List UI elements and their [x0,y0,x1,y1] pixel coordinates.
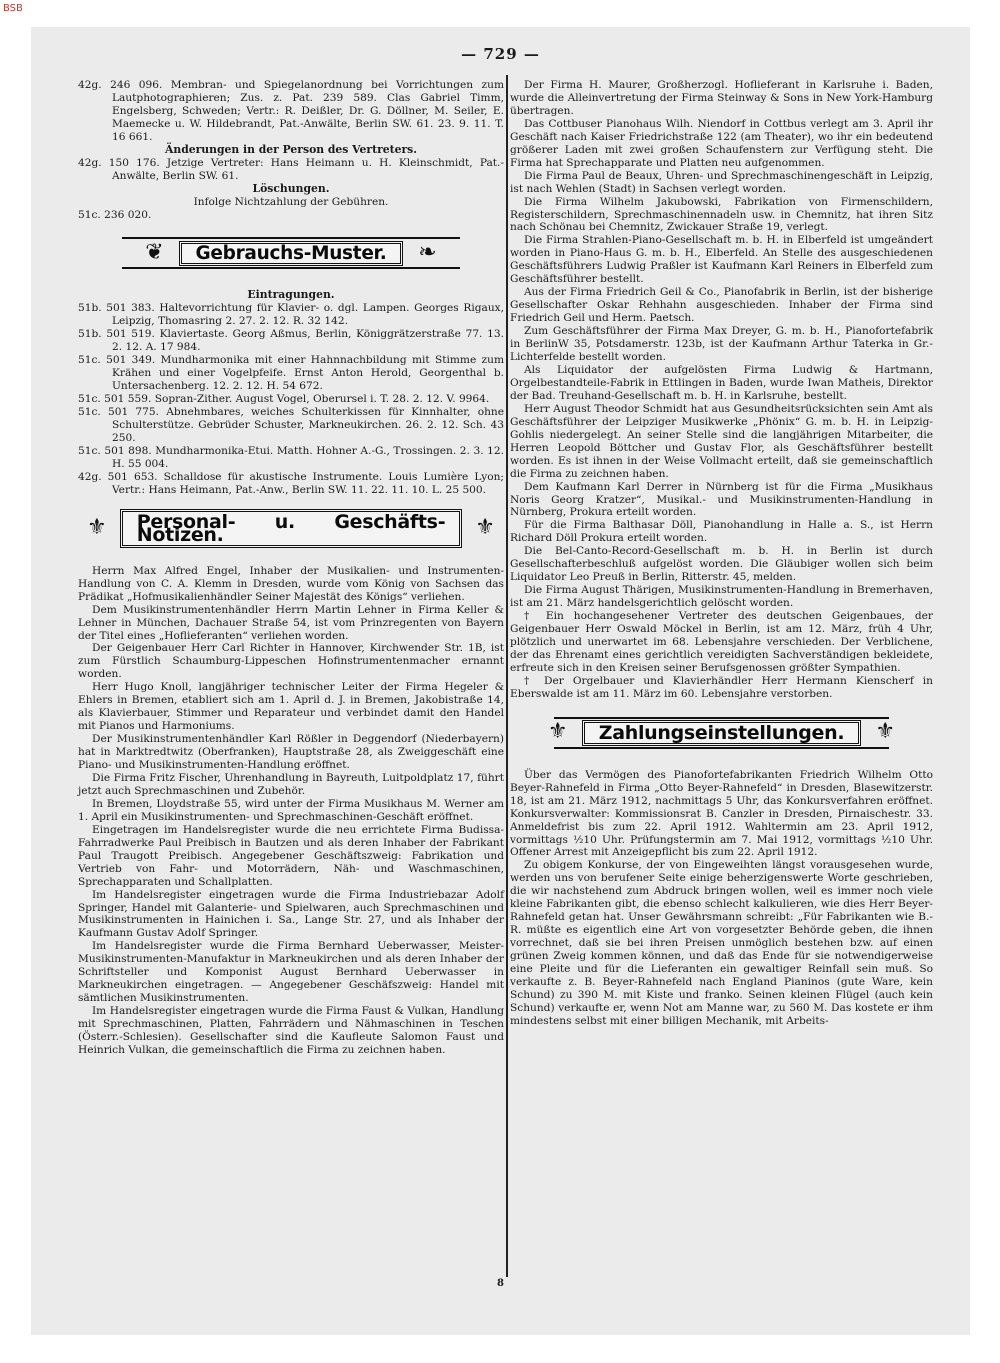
deletions-note: Infolge Nichtzahlung der Gebühren. [193,195,389,208]
notice-paragraph: Im Handelsregister eingetragen wurde die Firma Faust & Vulkan, Handlung mit Sprechmaschinen, Platten, Fahrrädern und Nähmaschinen in Teschen (Österr.-Schlesien). Gesellschafter sind die Kaufleute Salomon Faust und Heinrich Vulkan, die gemeinschaftlich die Firma zu zeichnen haben. [78,1005,504,1056]
section-banner-zahlungseinstellungen [510,711,933,755]
registration-entry: 51c. 501 559. Sopran-Zither. August Vogel, Oberursel i. T. 28. 2. 12. V. 9964. [78,393,490,406]
ornament-icon: ❧ [418,240,437,265]
ornament-icon: ⚜ [87,515,107,541]
notice-paragraph: Herr August Theodor Schmidt hat aus Gesundheitsrücksichten sein Amt als Geschäftsführer der Leipziger Musikwerke „Phönix“ G. m. b. H. in Leipzig-Gohlis niedergelegt. An seiner Stelle sind die langjährigen Mitarbeiter, die Herren Leopold Böttcher und Gustav Flor, als Geschäftsführer bestellt worden. Es ist ihnen in der Weise Vollmacht erteilt, daß sie gemeinschaftlich die Firma zu zeichnen haben. [510,402,933,480]
banner-title-wrap [116,509,467,548]
registration-entry: 51c. 501 898. Mundharmonika-Etui. Matth. Hohner A.-G., Trossingen. 2. 3. 12. H. 55 004. [78,444,504,470]
notice-paragraph: Im Handelsregister eingetragen wurde die Firma Industriebazar Adolf Springer, Handel mit Galanterie- und Spielwaren, auch Sprechmaschinen und Musikinstrumenten in Hainichen i. Sa., Lange Str. 27, und als Inhaber der Kaufmann Gustav Adolf Springer. [78,888,504,940]
left-column [78,79,504,1057]
section-banner-gebrauchsmuster [78,231,504,275]
page-number: — 729 — [461,45,540,63]
changes-heading: Änderungen in der Person des Vertreters. [164,142,418,156]
column-divider [506,75,508,1277]
registrations-heading: Eintragungen. [247,288,335,302]
banner-title-wrap [175,241,408,267]
scanned-page [31,27,970,1335]
printer-signature: 8 [497,1278,504,1289]
notice-paragraph: Als Liquidator der aufgelösten Firma Ludwig & Hartmann, Orgelbestandteile-Fabrik in Ettlingen in Baden, wurde Iwan Matheis, Direktor der Bad. Treuhand-Gesellschaft m. b. H. in Karlsruhe, bestellt. [510,363,933,402]
notice-paragraph: Die Firma Wilhelm Jakubowski, Fabrikation von Firmenschildern, Registerschildern, Sprechmaschinennadeln usw. in Chemnitz, hat ihren Sitz nach Schönau bei Chemnitz, Zwickauer Straße 19, verlegt. [510,195,933,234]
notice-paragraph: Für die Firma Balthasar Döll, Pianohandlung in Halle a. S., ist Herrn Richard Döll Prokura erteilt worden. [510,519,933,545]
notice-paragraph: Die Firma August Thärigen, Musikinstrumenten-Handlung in Bremerhaven, ist am 21. März handelsgerichtlich gelöscht worden. [510,584,933,610]
library-stamp: BSB [3,3,23,14]
registration-entry: 51c. 501 349. Mundharmonika mit einer Hahnnachbildung mit Stimme zum Krähen und einer Vogelpfeife. Ernst Anton Herold, Georgenthal b. Untersachenberg. 12. 2. 12. H. 54 672. [78,354,504,393]
notice-paragraph: Aus der Firma Friedrich Geil & Co., Pianofabrik in Berlin, ist der bisherige Gesellschafter Oskar Rehhahn ausgeschieden. Inhaber der Firma sind Friedrich Geil und Herm. Paetsch. [510,286,933,325]
notice-paragraph: Der Geigenbauer Herr Carl Richter in Hannover, Kirchwender Str. 1B, ist zum Fürstlich Schaumburg-Lippeschen Hofinstrumentenmacher ernannt worden. [78,642,504,681]
banner-rule [554,717,889,719]
notice-paragraph: Die Bel-Canto-Record-Gesellschaft m. b. H. in Berlin ist durch Gesellschafterbeschluß aufgelöst worden. Die Gläubiger wollen sich beim Liquidator Leo Preuß in Berlin, Ritterstr. 45, melden. [510,545,933,584]
notice-paragraph: Der Firma H. Maurer, Großherzogl. Hoflieferant in Karlsruhe i. Baden, wurde die Alleinvertretung der Firma Steinway & Sons in New York-Hamburg übertragen. [510,79,933,117]
obituary-paragraph: † Ein hochangesehener Vertreter des deutschen Geigenbaues, der Geigenbauer Herr Oswald Möckel in Berlin, ist am 12. März, früh 4 Uhr, plötzlich und unerwartet im 68. Lebensjahre verschieden. Der Verblichene, der das Ehrenamt eines gerichtlich vereidigten Sachverständigen bekleidete, erfreute sich in den Kreisen seiner Berufsgenossen größter Sympathien. [510,610,933,674]
insolvency-paragraph: Zu obigem Konkurse, der von Eingeweihten längst vorausgesehen wurde, werden uns von berufener Seite einige beherzigenswerte Worte geschrieben, die wir nachstehend zum Abdruck bringen wollen, weil es immer noch viele kleine Fabrikanten gibt, die ebenso schlecht kalkulieren, wie dies Herr Beyer-Rahnefeld getan hat. Unser Gewährsmann schreibt: „Für Fabrikanten wie B.-R. müßte es eigentlich eine Art von vorgesetzter Behörde geben, die ihnen vorrechnet, daß sie bei ihren Preisen unmöglich bestehen bzw. auf einen grünen Zweig kommen können, und daß das Ende für sie notwendigerweise eine Pleite und für die Lieferanten ein gewaltiger Reinfall sein muß. So verkaufte z. B. Beyer-Rahnefeld nach England Pianinos (gute Ware, kein Schund) zu 390 M. mit Kiste und franko. Seinen kleinen Flügel (auch kein Schund) verkaufte er, wenn Not am Manne war, zu 560 M. Das kostete er ihm mindestens selbst mit einer billigen Mechanik, mit Arbeits- [510,859,933,1027]
ornament-icon: ❦ [145,240,164,265]
obituary-paragraph: † Der Orgelbauer und Klavierhändler Herr Hermann Kienscherf in Eberswalde ist am 11. März im 60. Lebensjahre verstorben. [510,674,933,700]
notice-paragraph: Der Musikinstrumentenhändler Karl Rößler in Deggendorf (Niederbayern) hat in Marktredtwitz (Oberfranken), Hauptstraße 28, als Zweiggeschäft eine Piano- und Musikinstrumenten-Handlung eröffnet. [78,733,504,772]
notice-paragraph: Eingetragen im Handelsregister wurde die neu errichtete Firma Budissa-Fahrradwerke Paul Preibisch in Bautzen und als deren Inhaber der Fabrikant Paul Traugott Preibisch. Angegebener Geschäftszweig: Fabrikation und Vertrieb von Fahr- und Motorrädern, Näh- und Waschmaschinen, Sprechapparaten und Schallplatten. [78,823,504,888]
ornament-icon: ⚜ [547,719,568,745]
change-entry: 42g. 150 176. Jetzige Vertreter: Hans Heimann u. H. Kleinschmidt, Pat.-Anwälte, Berlin SW. 61. [78,156,504,182]
notice-paragraph: Die Firma Strahlen-Piano-Gesellschaft m. b. H. in Elberfeld ist umgeändert worden in Piano-Haus G. m. b. H., Elberfeld. An Stelle des ausgeschiedenen Geschäftsführers Ludwig Praßler ist Kaufmann Karl Reiners in Elberfeld zum Geschäftsführer bestellt. [510,234,933,286]
notice-paragraph: In Bremen, Lloydstraße 55, wird unter der Firma Musikhaus M. Werner am 1. April ein Musikinstrumenten- und Sprechmaschinen-Geschäft eröffnet. [78,797,504,823]
section-banner-notizen [78,507,504,551]
deletions-heading: Löschungen. [252,181,330,195]
right-column [510,79,933,1028]
banner-title: Personal- u. Geschäfts-Notizen. [120,509,463,548]
banner-rule [122,267,460,269]
notice-paragraph: Herrn Max Alfred Engel, Inhaber der Musikalien- und Instrumenten-Handlung von C. A. Klemm in Dresden, wurde vom König von Sachsen das Prädikat „Hofmusikalienhändler Seiner Majestät des Königs“ verliehen. [78,564,504,603]
deletion-entry: 51c. 236 020. [78,208,152,221]
banner-title: Zahlungseinstellungen. [582,720,862,746]
notice-paragraph: Dem Musikinstrumentenhändler Herrn Martin Lehner in Firma Keller & Lehner in München, Dachauer Straße 54, ist vom Prinzregenten von Bayern der Titel eines „Hoflieferanten“ verliehen worden. [78,603,504,642]
ornament-icon: ⚜ [475,515,496,541]
notice-paragraph: Zum Geschäftsführer der Firma Max Dreyer, G. m. b. H., Pianofortefabrik in BerlinW 35, Potsdamerstr. 123b, ist der Kaufmann Arthur Taterka in Gr.-Lichterfelde bestellt worden. [510,325,933,364]
registration-entry: 51b. 501 519. Klaviertaste. Georg Aßmus, Berlin, Königgrätzerstraße 77. 13. 2. 12. A. 17 984. [78,328,504,354]
registration-entry: 42g. 501 653. Schalldose für akustische Instrumente. Louis Lumière Lyon; Vertr.: Hans Heimann, Pat.-Anw., Berlin SW. 11. 22. 11. 10. L. 25 500. [78,470,504,496]
patent-entry: 42g. 246 096. Membran- und Spiegelanordnung bei Vorrichtungen zum Lautphotographieren; Zus. z. Pat. 239 589. Clas Gabriel Timm, Engelsberg, Schweden; Vertr.: R. Deißler, Dr. G. Döllner, M. Seiler, E. Maemecke u. W. Hildebrandt, Pat.-Anwälte, Berlin SW. 61. 23. 9. 11. T. 16 661. [78,79,504,143]
notice-paragraph: Dem Kaufmann Karl Derrer in Nürnberg ist für die Firma „Musikhaus Noris Georg Kratzer“, Musikal.- und Musikinstrumenten-Handlung in Nürnberg, Prokura erteilt worden. [510,480,933,519]
notice-paragraph: Die Firma Paul de Beaux, Uhren- und Sprechmaschinengeschäft in Leipzig, ist nach Wehlen (Stadt) in Sachsen verlegt worden. [510,169,933,195]
notice-paragraph: Herr Hugo Knoll, langjähriger technischer Leiter der Firma Hegeler & Ehlers in Bremen, etabliert sich am 1. April d. J. in Bremen, Jakobistraße 14, als Klavierbauer, Stimmer und Reparateur und verbindet damit den Handel mit Pianos und Harmoniums. [78,681,504,733]
banner-title: Gebrauchs-Muster. [179,241,404,267]
notice-paragraph: Das Cottbuser Pianohaus Wilh. Niendorf in Cottbus verlegt am 3. April ihr Geschäft nach Kaiser Friedrichstraße 122 (am Theater), wo ihr ein bedeutend größerer Laden mit zwei großen Schaufenstern zur Verfügung steht. Die Firma hat Sprechapparate und Platten neu aufgenommen. [510,117,933,169]
ornament-icon: ⚜ [875,719,896,745]
banner-title-wrap [578,720,866,746]
notice-paragraph: Die Firma Fritz Fischer, Uhrenhandlung in Bayreuth, Luitpoldplatz 17, führt jetzt auch Sprechmaschinen und Zubehör. [78,771,504,797]
insolvency-paragraph: Über das Vermögen des Pianofortefabrikanten Friedrich Wilhelm Otto Beyer-Rahnefeld in Firma „Otto Beyer-Rahnefeld“ in Dresden, Blasewitzerstr. 18, ist am 21. März 1912, nachmittags 5 Uhr, das Konkursverfahren eröffnet. Konkursverwalter: Kommissionsrat B. Canzler in Dresden, Pirnaischestr. 33. Anmeldefrist bis zum 22. April 1912. Wahltermin am 23. April 1912, vormittags ½10 Uhr. Prüfungstermin am 7. Mai 1912, vormittags ½10 Uhr. Offener Arrest mit Anzeigepflicht bis zum 22. April 1912. [510,768,933,859]
registration-entry: 51c. 501 775. Abnehmbares, weiches Schulterkissen für Kinnhalter, ohne Schulterstütze. Gebrüder Schuster, Markneukirchen. 26. 2. 12. Sch. 43 250. [78,406,504,444]
banner-rule [554,747,889,749]
notice-paragraph: Im Handelsregister wurde die Firma Bernhard Ueberwasser, Meister-Musikinstrumenten-Manufaktur in Markneukirchen und als deren Inhaber der Schriftsteller und Komponist August Bernhard Ueberwasser in Markneukirchen eingetragen. — Angegebener Geschäfszweig: Handel mit sämtlichen Musikinstrumenten. [78,940,504,1005]
registration-entry: 51b. 501 383. Haltevorrichtung für Klavier- o. dgl. Lampen. Georges Rigaux, Leipzig, Thomasring 2. 27. 2. 12. R. 32 142. [78,302,504,328]
banner-rule [122,237,460,239]
